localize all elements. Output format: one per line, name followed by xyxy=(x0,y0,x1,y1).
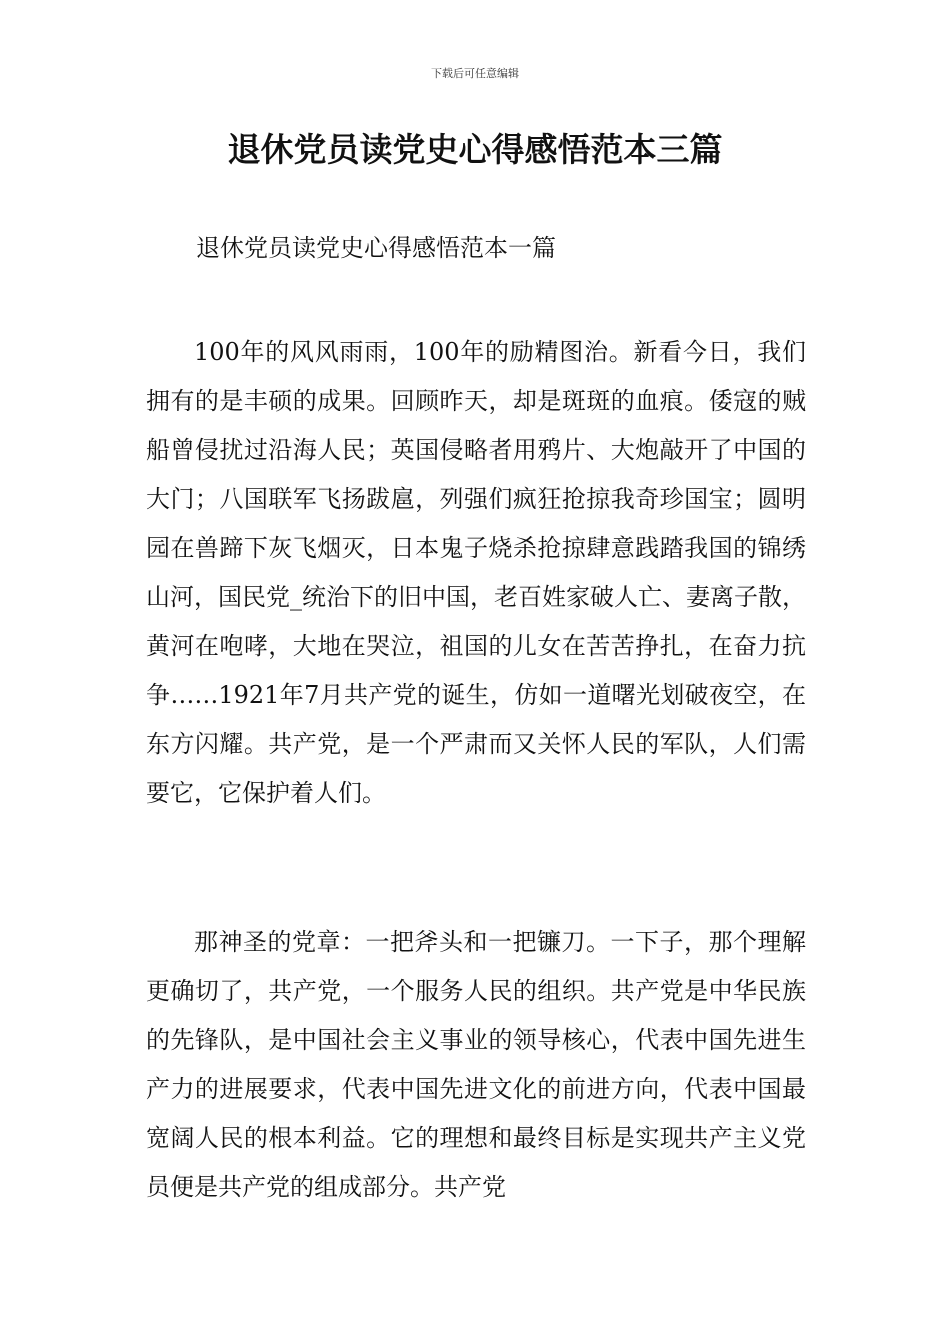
header-note: 下载后可任意编辑 xyxy=(431,67,519,80)
body-paragraph-2: 那神圣的党章：一把斧头和一把镰刀。一下子，那个理解更确切了，共产党，一个服务人民的组织。共产党是中华民族的先锋队，是中国社会主义事业的领导核心，代表中国先进生产力的进展要求，代表中国先进文化的前进方向，代表中国最宽阔人民的根本利益。它的理想和最终目标是实现共产主义党员便是共产党的组成部分。共产党 xyxy=(146,928,806,1201)
document-title: 退休党员读党史心得感悟范本三篇 xyxy=(227,130,723,169)
section-subtitle: 退休党员读党史心得感悟范本一篇 xyxy=(196,234,556,262)
body-paragraph-1: 100年的风风雨雨，100年的励精图治。新看今日，我们拥有的是丰硕的成果。回顾昨天，却是斑斑的血痕。倭寇的贼船曾侵扰过沿海人民；英国侵略者用鸦片、大炮敲开了中国的大门；八国联军飞扬跋扈，列强们疯狂抢掠我奇珍国宝；圆明园在兽蹄下灰飞烟灭，日本鬼子烧杀抢掠肆意践踏我国的锦绣山河，国民党_统治下的旧中国，老百姓家破人亡、妻离子散，黄河在咆哮，大地在哭泣，祖国的儿女在苦苦挣扎，在奋力抗争……1921年7月共产党的诞生，仿如一道曙光划破夜空，在东方闪耀。共产党，是一个严肃而又关怀人民的军队，人们需要它，它保护着人们。 xyxy=(146,338,806,807)
